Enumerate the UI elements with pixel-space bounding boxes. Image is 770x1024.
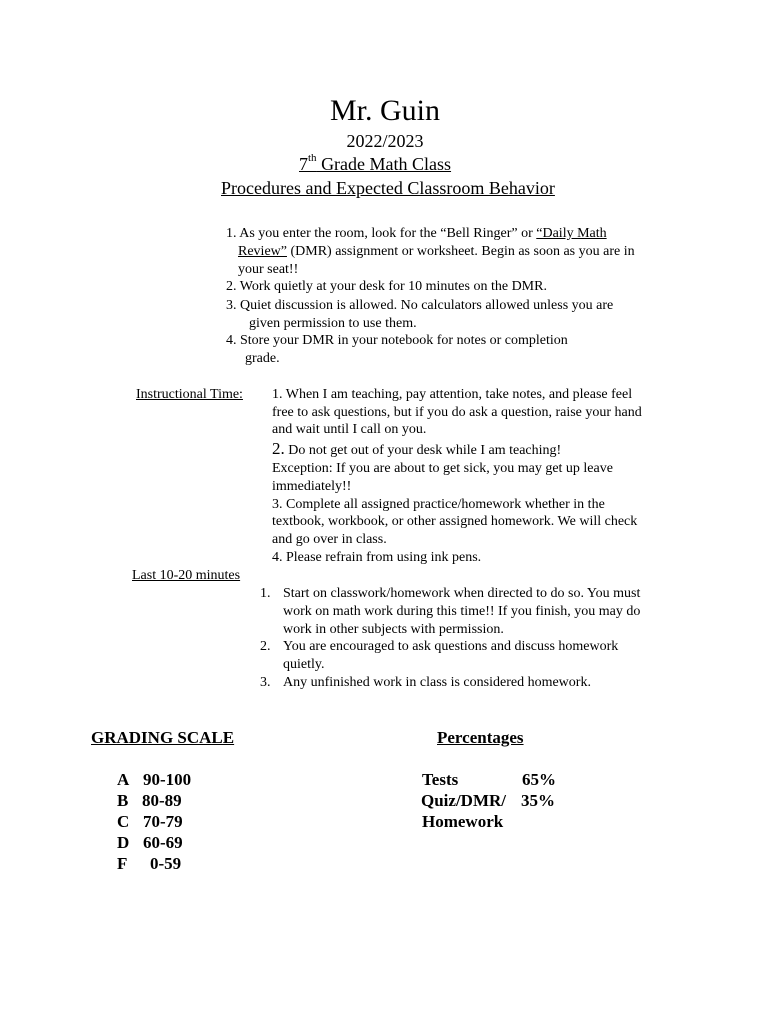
grade-number: 7 <box>299 154 308 174</box>
last-minutes-item-1-line-1: Start on classwork/homework when directed to do so. You must <box>283 586 641 601</box>
quiz-dmr-label: Quiz/DMR/ <box>421 791 506 810</box>
grade-range-b: 80-89 <box>142 791 182 810</box>
grade-letter-d: D <box>117 833 130 852</box>
grade-rest: Grade Math Class <box>316 154 452 174</box>
intro-line-6: given permission to use them. <box>249 316 417 331</box>
grade-range-a: 90-100 <box>143 770 192 789</box>
instructional-line-5: Exception: If you are about to get sick, you may get up leave <box>272 461 613 476</box>
instructional-line-9: and go over in class. <box>272 532 387 547</box>
last-minutes-item-1-num: 1. <box>260 586 271 601</box>
intro-line-1 <box>226 225 607 243</box>
homework-label: Homework <box>422 812 504 831</box>
last-minutes-label: Last 10-20 minutes <box>132 568 241 583</box>
grade-range-d: 60-69 <box>143 833 183 852</box>
intro-line-3: your seat!! <box>238 262 299 277</box>
tests-label: Tests <box>422 770 459 789</box>
last-minutes-item-3-line-1: Any unfinished work in class is considered homework. <box>283 675 591 690</box>
grade-range-f: 0-59 <box>150 854 182 873</box>
class-subtitle <box>299 154 451 175</box>
grade-letter-a: A <box>117 770 130 789</box>
grade-letter-b: B <box>117 791 129 810</box>
intro-line-4: 2. Work quietly at your desk for 10 minutes on the DMR. <box>226 279 547 294</box>
last-minutes-item-2-line-1: You are encouraged to ask questions and discuss homework <box>283 639 619 654</box>
last-minutes-item-3-num: 3. <box>260 675 271 690</box>
instructional-line-3: and wait until I call on you. <box>272 422 427 437</box>
percentages-title: Percentages <box>437 728 524 747</box>
instructional-line-8: textbook, workbook, or other assigned homework. We will check <box>272 514 638 529</box>
last-minutes-item-1-line-2: work on math work during this time!! If you finish, you may do <box>283 604 641 619</box>
intro-line-1-text: 1. As you enter the room, look for the “Bell Ringer” or <box>226 226 537 241</box>
page-title: Mr. Guin <box>329 94 440 127</box>
review-underlined: Review” <box>238 244 287 259</box>
instructional-line-4-num: 2. <box>272 439 285 458</box>
grade-letter-c: C <box>117 812 130 831</box>
intro-line-2 <box>238 243 635 261</box>
instructional-line-1: 1. When I am teaching, pay attention, take notes, and please feel <box>272 387 633 402</box>
instructional-line-2: free to ask questions, but if you do ask a question, raise your hand <box>272 405 642 420</box>
instructional-line-7: 3. Complete all assigned practice/homework whether in the <box>272 497 605 512</box>
instructional-line-6: immediately!! <box>272 479 352 494</box>
intro-line-2-text: (DMR) assignment or worksheet. Begin as soon as you are in <box>286 244 635 259</box>
tests-value: 65% <box>522 770 556 789</box>
procedures-title: Procedures and Expected Classroom Behavior <box>221 178 555 198</box>
instructional-line-4 <box>272 440 561 460</box>
grade-suffix: th <box>308 152 317 164</box>
last-minutes-item-2-line-2: quietly. <box>283 657 325 672</box>
intro-line-7: 4. Store your DMR in your notebook for notes or completion <box>226 333 568 348</box>
grade-letter-f: F <box>117 854 128 873</box>
last-minutes-item-2-num: 2. <box>260 639 271 654</box>
daily-math-review-link-text: “Daily Math <box>536 226 607 241</box>
last-minutes-item-1-line-3: work in other subjects with permission. <box>283 622 504 637</box>
school-year: 2022/2023 <box>346 131 424 151</box>
grading-scale-title: GRADING SCALE <box>91 728 235 747</box>
intro-line-5: 3. Quiet discussion is allowed. No calculators allowed unless you are <box>226 298 614 313</box>
grade-range-c: 70-79 <box>143 812 183 831</box>
instructional-line-4-text: Do not get out of your desk while I am teaching! <box>284 443 562 458</box>
quiz-dmr-value: 35% <box>521 791 555 810</box>
instructional-line-10: 4. Please refrain from using ink pens. <box>272 550 482 565</box>
instructional-time-label: Instructional Time: <box>136 387 243 402</box>
intro-line-8: grade. <box>245 351 280 366</box>
